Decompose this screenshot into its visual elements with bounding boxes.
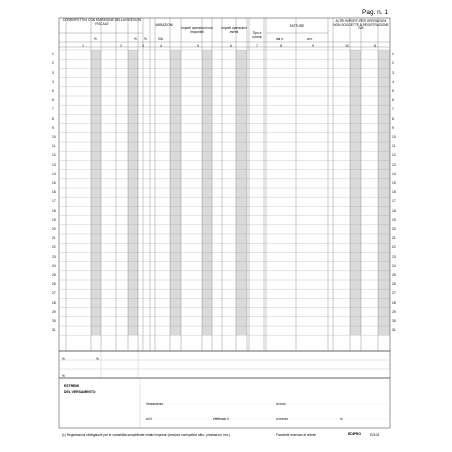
row-number-right: 8 [392,116,394,121]
header-altri-importi: ALTRI IMPORTI PER OPERAZIONI NON SOGGETTE A REGISTRAZIONE IVA [333,19,389,31]
payment-al-n: al N [146,417,152,421]
header-iva: IVA [158,37,163,41]
shaded-column [128,50,138,335]
header-percent-a: % [94,37,97,41]
column-number: 7 [256,44,258,48]
payment-a-mezzo: a mezzo [276,417,289,421]
row-number-right: 21 [392,236,396,241]
shaded-column [91,50,101,335]
row-number-left: 21 [52,236,56,241]
header-fatture: FATTURE [289,24,305,28]
column-number: 1 [82,44,84,48]
row-number-left: 5 [52,89,54,93]
row-number-left: 13 [52,162,56,167]
row-number-right: 10 [392,135,396,139]
row-number-left: 6 [52,98,54,103]
row-number-left: 2 [52,61,54,66]
column-number: 5 [197,44,199,48]
row-number-left: 10 [52,135,56,139]
shaded-column [236,50,247,335]
row-number-left: 25 [52,273,56,277]
shaded-column [350,50,361,335]
column-number: 4 [160,44,162,48]
payment-title-1: ESTREMI [64,384,80,388]
row-number-left: 1 [52,52,54,57]
row-number-left: 19 [52,217,56,222]
totals-percent-3: % [62,374,65,378]
row-number-left: 4 [52,79,54,84]
row-number-right: 3 [392,70,394,75]
payment-in: in [340,417,343,421]
row-number-right: 9 [392,125,394,130]
row-number-left: 26 [52,282,56,287]
payment-title-2: DEL VERSAMENTO [64,390,96,394]
row-number-right: 20 [392,227,396,231]
row-number-left: 7 [52,107,54,112]
header-percent-b: % [134,37,137,41]
row-number-left: 17 [52,199,56,204]
totals-percent-2: % [96,357,99,361]
row-number-right: 27 [392,291,396,296]
header-percent-c: % [144,37,147,41]
row-number-right: 13 [392,162,396,167]
row-number-left: 8 [52,116,54,121]
row-number-right: 11 [392,144,396,149]
row-number-right: 6 [392,98,394,103]
shaded-column [202,50,212,335]
row-number-left: 9 [52,125,54,130]
payment-di-euro: di euro [276,402,286,406]
row-number-right: 22 [392,245,396,250]
row-number-right: 17 [392,199,396,204]
payment-versamento: Versamento [146,402,164,406]
column-number: 6 [230,44,232,48]
header-tipo: Tipo e norma [252,31,262,39]
row-number-left: 12 [52,153,56,158]
header-non-imponibili: Importi operazioni non imponibili [181,26,213,34]
header-esenti: Importi operazioni esenti [221,26,247,34]
row-number-left: 24 [52,263,56,268]
row-number-right: 4 [392,79,394,84]
row-number-right: 12 [392,153,396,158]
column-number: 8 [280,44,282,48]
column-number: 11 [373,44,377,48]
column-number: 3 [142,44,144,48]
footer-ref: Facsimile riservato al cliente [276,433,317,437]
shaded-column [378,50,390,335]
row-number-right: 31 [392,328,396,333]
row-number-left: 31 [52,328,56,333]
footer-note: (1) Registrazioni obbligatorie per le contabilità semplificate relativi imprese (cessioni corrispettivi altro, prestazioni, ecc.) [62,433,231,437]
row-number-right: 5 [392,89,394,93]
row-number-left: 29 [52,309,56,314]
row-number-left: 16 [52,190,56,195]
row-number-left: 30 [52,319,56,323]
footer-code: E2103 [370,433,380,437]
header-dal-n: dal n. [276,37,284,41]
header-al-n: al n. [307,37,314,41]
row-number-right: 24 [392,263,396,268]
row-number-right: 14 [392,171,396,176]
row-number-right: 29 [392,309,396,314]
row-number-right: 23 [392,254,396,259]
row-number-right: 1 [392,52,394,57]
header-corrispettivi: CORRISPETTIVI CON EMISSIONE DELLA RICEVUTA FISCALE [62,18,142,26]
row-number-left: 14 [52,171,56,176]
column-number: 9 [312,44,314,48]
row-number-left: 11 [52,144,56,149]
row-number-right: 2 [392,61,394,66]
row-number-right: 30 [392,319,396,323]
row-number-right: 19 [392,217,396,222]
footer-brand-logo: EDIPRO [348,432,361,436]
row-number-right: 15 [392,181,396,185]
row-number-right: 16 [392,190,396,195]
row-number-left: 28 [52,300,56,305]
row-number-right: 25 [392,273,396,277]
row-number-left: 15 [52,181,56,185]
totals-percent-1: % [62,357,65,361]
page-number: Pag. n. 1 [362,9,389,16]
row-number-left: 27 [52,291,56,296]
shaded-column [170,50,181,335]
row-number-left: 20 [52,227,56,231]
column-number: 2 [120,44,122,48]
row-number-left: 22 [52,245,56,250]
row-number-right: 26 [392,282,396,287]
row-number-right: 18 [392,208,396,213]
row-number-right: 7 [392,107,394,112]
row-number-left: 3 [52,70,54,75]
row-number-right: 28 [392,300,396,305]
row-number-left: 23 [52,254,56,259]
column-number: 10 [345,44,349,48]
row-number-left: 18 [52,208,56,213]
header-variazioni: VARIAZIONI [155,23,173,27]
payment-effettuato: effettuato il [213,417,229,421]
